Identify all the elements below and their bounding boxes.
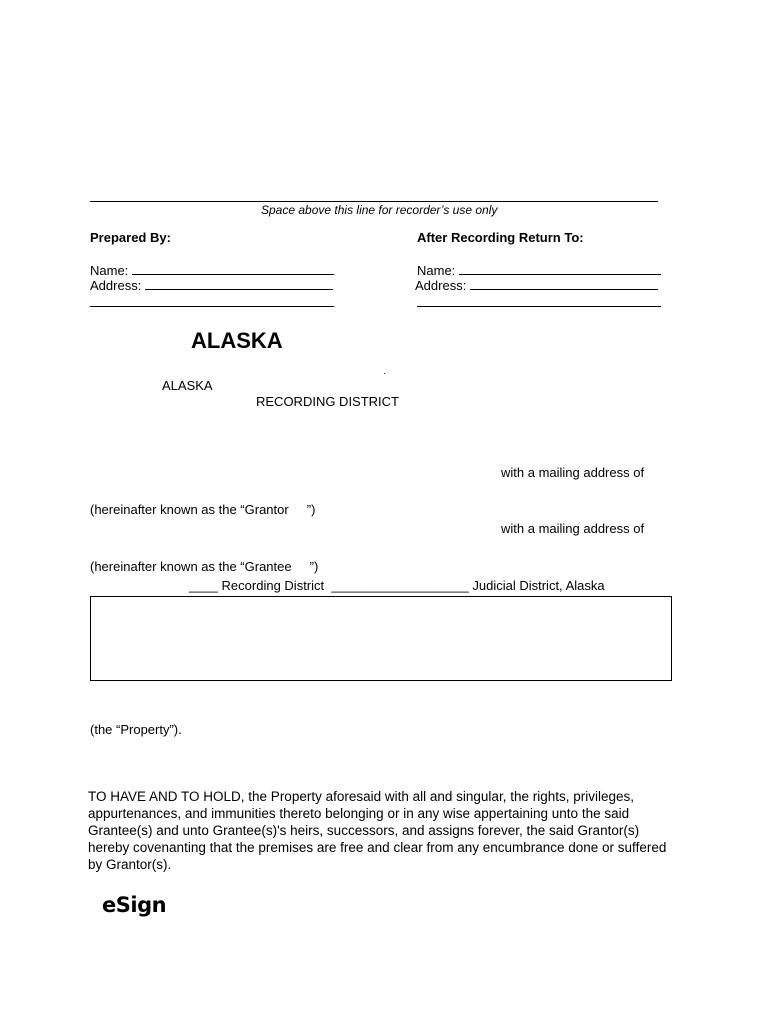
- prepared-by-name-field[interactable]: [132, 264, 334, 275]
- state-label: ALASKA: [162, 378, 213, 393]
- district-line: [189, 578, 605, 593]
- prepared-by-name-label: Name:: [90, 263, 129, 278]
- legal-description-box[interactable]: [90, 596, 672, 681]
- district-blank[interactable]: ____: [189, 578, 218, 593]
- return-to-extra-line[interactable]: [417, 306, 661, 307]
- return-to-name-field[interactable]: [459, 264, 661, 275]
- recorder-note: Space above this line for recorder’s use only: [261, 203, 498, 217]
- dot-mark: ·: [383, 368, 386, 378]
- return-to-name-row: [417, 263, 661, 278]
- esign-logo: eSign: [102, 893, 167, 917]
- grantee-mailing-address-label: with a mailing address of: [501, 521, 645, 536]
- prepared-by-heading: Prepared By:: [90, 230, 171, 245]
- return-to-name-label: Name:: [417, 263, 456, 278]
- return-to-address-label: Address:: [415, 278, 467, 293]
- grantor-known-as: (hereinafter known as the “Grantor ”): [90, 502, 316, 517]
- prepared-by-address-row: [90, 278, 333, 293]
- grantee-known-as: (hereinafter known as the “Grantee ”): [90, 559, 319, 574]
- prepared-by-address-label: Address:: [90, 278, 142, 293]
- recorder-line: [90, 201, 658, 202]
- return-to-heading: After Recording Return To:: [417, 230, 584, 245]
- document-title: ALASKA: [191, 328, 283, 353]
- judicial-label: Judicial District, Alaska: [472, 578, 605, 593]
- judicial-blank[interactable]: ___________________: [331, 578, 469, 593]
- prepared-by-extra-line[interactable]: [90, 306, 334, 307]
- grantor-mailing-address-label: with a mailing address of: [501, 465, 645, 480]
- recording-district-label: RECORDING DISTRICT: [256, 394, 399, 409]
- prepared-by-address-field[interactable]: [145, 279, 333, 290]
- return-to-address-field[interactable]: [470, 279, 658, 290]
- prepared-by-name-row: [90, 263, 334, 278]
- habendum-paragraph: TO HAVE AND TO HOLD, the Property aforesaid with all and singular, the rights, privileges, appurtenances, and immunities thereto belonging or in any wise appertaining unto the said Grantee(s) and unto Grantee(s)'s heirs, successors, and assigns forever, the said Grantor(s) hereby covenanting that the premises are free and clear from any encumbrance done or suffered by Grantor(s).: [88, 789, 667, 872]
- return-to-address-row: [415, 278, 658, 293]
- district-label: Recording District: [221, 578, 325, 593]
- property-label: (the “Property”).: [90, 722, 182, 737]
